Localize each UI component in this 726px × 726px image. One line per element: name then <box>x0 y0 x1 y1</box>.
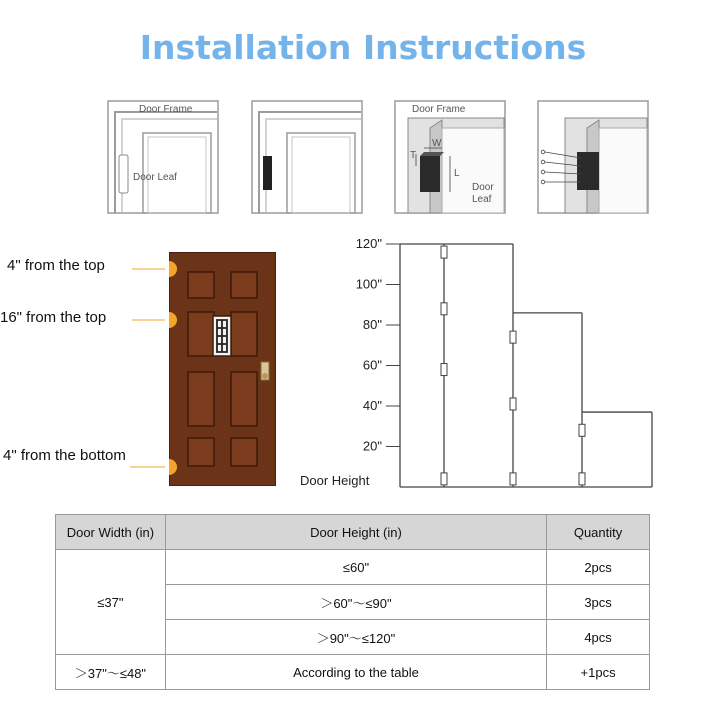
door-frame-label-3: Door Frame <box>412 104 466 115</box>
header-door-width: Door Width (in) <box>56 515 166 550</box>
hinge-mark <box>579 473 585 485</box>
hinge-height-chart <box>300 230 660 500</box>
header-door-height: Door Height (in) <box>165 515 546 550</box>
hinge-mark <box>441 303 447 315</box>
hinge-mark <box>441 246 447 258</box>
label-4in-bottom: 4" from the bottom <box>3 447 126 464</box>
label-4in-top: 4" from the top <box>7 257 105 274</box>
qty-large-cell: +1pcs <box>547 655 650 690</box>
qty-cell-2: 3pcs <box>547 585 650 620</box>
width-small-cell: ≤37" <box>56 550 166 655</box>
label-16in-top: 16" from the top <box>0 309 107 326</box>
t-label: T <box>410 150 417 161</box>
hinge-mark <box>510 473 516 485</box>
door-leaf-label: Door Leaf <box>133 172 177 183</box>
y-tick-label: 120" <box>355 236 382 251</box>
height-large-cell: According to the table <box>165 655 546 690</box>
height-cell-3: ＞90"～≤120" <box>165 620 546 655</box>
y-tick-label: 60" <box>362 357 382 373</box>
height-cell-1: ≤60" <box>165 550 546 585</box>
y-tick-label: 80" <box>362 317 382 332</box>
hinge-mark <box>579 424 585 436</box>
hinge-mark <box>510 398 516 410</box>
height-cell-2: ＞60"～≤90" <box>165 585 546 620</box>
w-label: W <box>432 138 442 149</box>
header-quantity: Quantity <box>547 515 650 550</box>
y-tick-label: 100" <box>355 276 382 292</box>
y-tick-label: 20" <box>362 438 382 454</box>
door-leaf-label-3b: Leaf <box>472 194 492 205</box>
hinge-mark <box>510 331 516 343</box>
hinge-mark <box>441 364 447 376</box>
page-title: Installation Instructions <box>139 28 587 67</box>
door-frame-label: Door Frame <box>139 104 193 115</box>
l-label: L <box>454 168 460 179</box>
hinge-mark <box>441 473 447 485</box>
y-tick-label: 40" <box>362 398 382 413</box>
x-axis-label: Door Height <box>300 473 370 488</box>
door-leaf-label-3a: Door <box>472 182 494 193</box>
qty-cell-1: 2pcs <box>547 550 650 585</box>
qty-cell-3: 4pcs <box>547 620 650 655</box>
width-large-cell: ＞37"～≤48" <box>56 655 166 690</box>
quantity-table <box>55 514 650 690</box>
